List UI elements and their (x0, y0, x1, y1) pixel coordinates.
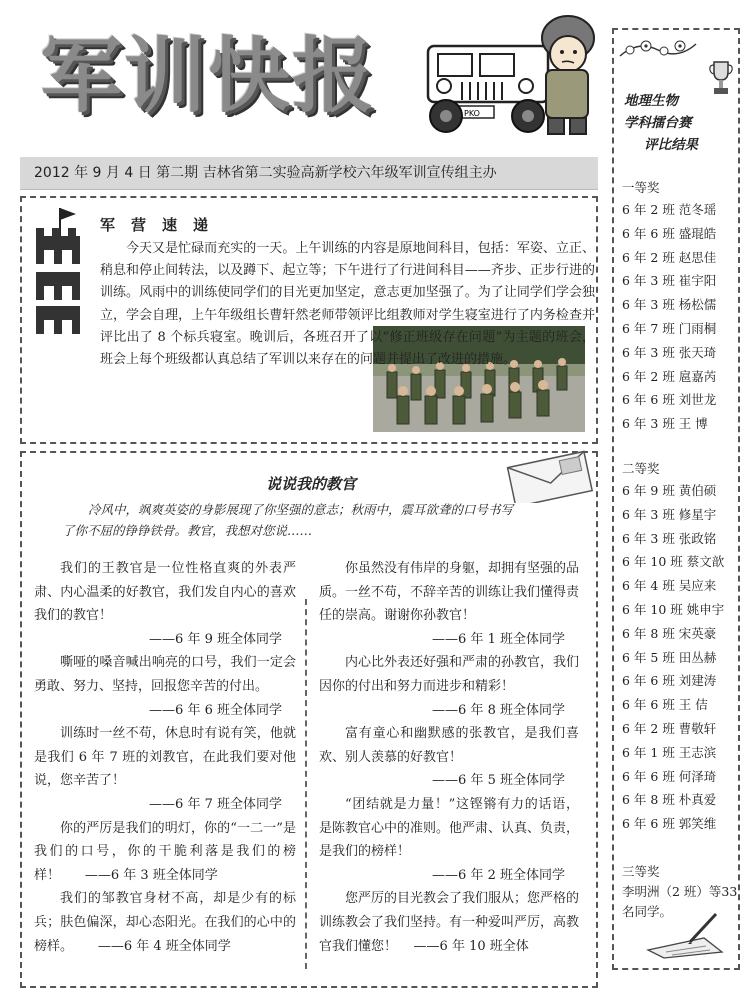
signature: ——6 年 8 班全体同学 (432, 702, 565, 718)
third-prize-heading: 三等奖 (622, 864, 660, 879)
signature: ——6 年 10 班全体 (413, 938, 529, 954)
list-item: 6 年 6 班 王 佶 (622, 697, 708, 713)
message: “团结就是力量！”这铿锵有力的话语，是陈教官心中的准则。他严肃、认真、负责，是我们的榜样！ (319, 796, 580, 860)
list-item: 6 年 2 班 扈嘉芮 (622, 368, 717, 384)
list-item: 6 年 2 班 曹敬轩 (622, 720, 717, 736)
list-item: 6 年 2 班 赵思佳 (622, 249, 717, 265)
list-item: 6 年 3 班 修星宇 (622, 506, 717, 522)
list-item: 6 年 3 班 崔宇阳 (622, 273, 717, 289)
results-sidebar (612, 28, 740, 970)
list-item: 6 年 3 班 杨松儒 (622, 297, 717, 313)
list-item: 6 年 10 班 姚申宇 (622, 601, 725, 617)
camp-news-heading: 军营速递 (100, 216, 225, 234)
list-item: 6 年 8 班 朴真爱 (622, 792, 717, 808)
first-prize-list (622, 178, 738, 436)
sidebar-title (624, 90, 736, 156)
instructor-heading: 说说我的教官 (265, 475, 356, 493)
message-text: 你的严厉是我们的明灯，你的“一二一”是我们的口号，你的干脆利落是我们的榜样！ (34, 820, 296, 883)
message (34, 887, 296, 958)
sidebar-title-line: 评比结果 (644, 137, 698, 153)
column-divider (305, 599, 307, 969)
list-item: 6 年 4 班 吴应来 (622, 578, 717, 594)
signature: ——6 年 6 班全体同学 (149, 702, 282, 718)
signature: ——6 年 1 班全体同学 (432, 631, 565, 647)
list-item: 6 年 6 班 刘世龙 (622, 392, 717, 408)
masthead-title: 军训快报 (40, 29, 377, 124)
list-item: 6 年 3 班 张天琦 (622, 344, 717, 360)
list-item: 6 年 6 班 何泽琦 (622, 768, 717, 784)
instructor-section (20, 451, 598, 988)
message-text: 我们的邹教官身材不高，却是少有的标兵；肤色偏深，却心态阳光。在我们的心中的榜样。 (34, 891, 296, 954)
camp-news-section (20, 196, 598, 444)
sidebar-title-line: 学科擂台赛 (624, 115, 692, 131)
list-item: 6 年 8 班 宋英豪 (622, 625, 717, 641)
message (34, 817, 296, 888)
right-column (319, 557, 579, 958)
message: 富有童心和幽默感的张教官，是我们喜欢、别人羡慕的好教官！ (319, 726, 579, 765)
message: 嘶哑的嗓音喊出响亮的口号，我们一定会勇敢、努力、坚持，回报您辛苦的付出。 (34, 655, 296, 694)
jeep-plate: PKO (464, 109, 480, 118)
list-item: 6 年 10 班 蔡文歆 (622, 554, 725, 570)
message: 训练时一丝不苟，休息时有说有笑，他就是我们 6 年 7 班的刘教官，在此我们要对他说，您辛苦了！ (34, 726, 296, 789)
list-item: 6 年 9 班 黄伯硕 (622, 483, 717, 498)
message: 你虽然没有伟岸的身躯，却拥有坚强的品质。一丝不苟，不辞辛苦的训练让我们懂得责任的崇高。谢谢你孙教官！ (319, 561, 580, 624)
message (319, 887, 579, 958)
third-prize-note: 李明洲（2 班）等33名同学。 (622, 884, 738, 919)
second-prize-list (622, 459, 738, 836)
signature: ——6 年 3 班全体同学 (84, 867, 218, 883)
signature: ——6 年 7 班全体同学 (149, 796, 282, 812)
list-item: 6 年 6 班 盛琨皓 (622, 225, 717, 241)
message: 我们的王教官是一位性格直爽的外表严肃、内心温柔的好教官，我们发自内心的喜欢我们的教官！ (34, 561, 296, 624)
left-column (34, 557, 296, 958)
soldier-jeep-icon (418, 8, 604, 138)
fort-flag-icon (30, 206, 84, 336)
signature: ——6 年 9 班全体同学 (149, 631, 282, 647)
list-item: 6 年 3 班 张政铭 (622, 530, 717, 546)
message-text: 您严厉的目光教会了我们服从；您严格的训练教会了我们坚持。有一种爱叫严厉，高教官我们懂您！ (319, 891, 580, 954)
list-item: 6 年 6 班 郭笑维 (622, 816, 717, 832)
first-prize-heading: 一等奖 (622, 180, 660, 195)
list-item: 6 年 6 班 刘建涛 (622, 673, 717, 689)
issue-info-bar: 2012 年 9 月 4 日 第二期 吉林省第二实验高新学校六年级军训宣传组主办 (20, 157, 598, 190)
message: 内心比外表还好强和严肃的孙教官，我们因你的付出和努力而进步和精彩！ (319, 655, 580, 694)
list-item: 6 年 3 班 王 博 (622, 416, 708, 432)
signature: ——6 年 5 班全体同学 (432, 773, 565, 789)
flower-vine-icon (618, 36, 698, 62)
sidebar-title-line: 地理生物 (624, 93, 678, 109)
instructor-intro: 冷风中，飒爽英姿的身影展现了你坚强的意志；秋雨中，震耳欲聋的口号书写了你不屈的铮铮铁骨。教官，我想对您说…… (62, 502, 514, 538)
list-item: 6 年 1 班 王志滨 (622, 744, 717, 760)
pen-paper-icon (644, 910, 726, 960)
signature: ——6 年 2 班全体同学 (432, 867, 565, 883)
second-prize-heading: 二等奖 (622, 461, 660, 476)
list-item: 6 年 5 班 田丛赫 (622, 649, 717, 665)
camp-news-body: 今天又是忙碌而充实的一天。上午训练的内容是原地间科目，包括：军姿、立正、稍息和停止间转法，以及蹲下、起立等；下午进行了行进间科目——齐步、正步行进的训练。风雨中的训练使同学们的目光更加坚定，意志更加坚强了。为了让同学们学会独立，学会自理，上午年级组长曹轩然老师带领评比组教师对学生寝室进行了内务检查并评比出了 8 个标兵寝室。晚训后，各班召开了以“修正班级存在问题”为主题的班会，班会上每个班级都认真总结了军训以来存在的问题并提出了改进的措施。 (100, 241, 595, 368)
list-item: 6 年 2 班 范冬瑶 (622, 202, 717, 217)
list-item: 6 年 7 班 门雨桐 (622, 320, 717, 336)
signature: ——6 年 4 班全体同学 (97, 938, 231, 954)
